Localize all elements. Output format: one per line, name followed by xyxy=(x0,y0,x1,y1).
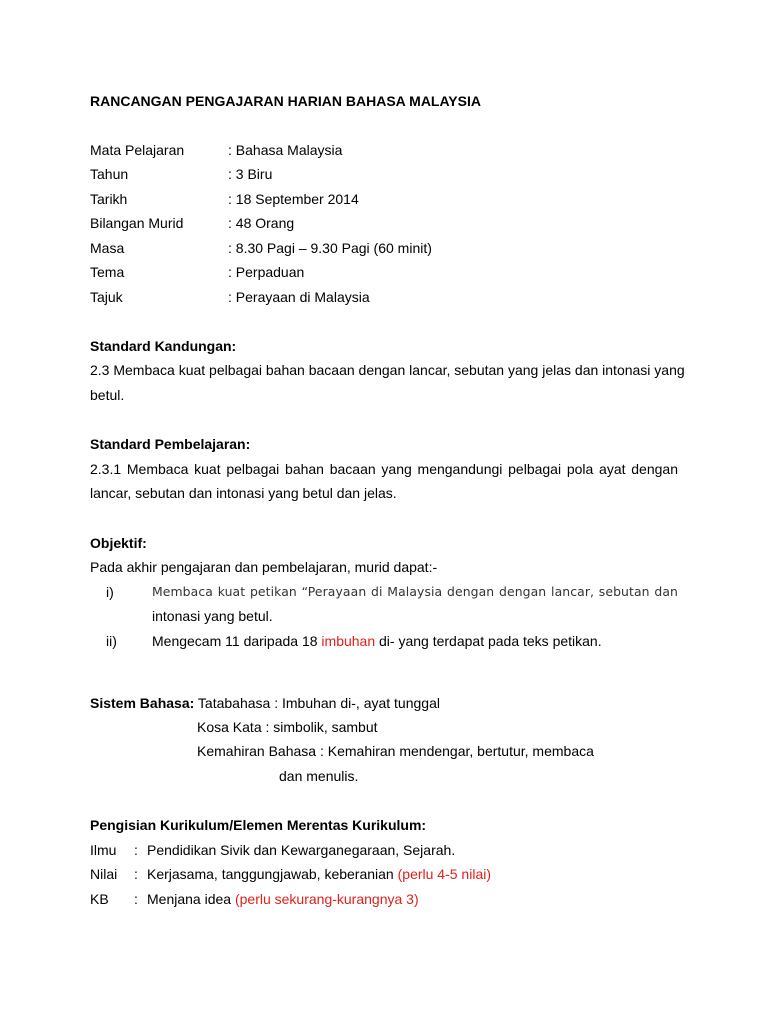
standard-pembelajaran-text-cont: lancar, sebutan dan intonasi yang betul dan jelas. xyxy=(90,485,397,501)
standard-pembelajaran-heading: Standard Pembelajaran: xyxy=(90,436,251,452)
pengisian-colon: : xyxy=(134,842,138,858)
standard-kandungan-text: 2.3 Membaca kuat pelbagai bahan bacaan dengan lancar, sebutan yang jelas dan intonasi yang xyxy=(90,362,685,378)
info-value-tahun: : 3 Biru xyxy=(228,166,273,182)
highlight-imbuhan: imbuhan xyxy=(321,633,376,649)
info-label-mata-pelajaran: Mata Pelajaran xyxy=(90,142,185,158)
info-label-bilangan-murid: Bilangan Murid xyxy=(90,215,184,231)
info-value-mata-pelajaran: : Bahasa Malaysia xyxy=(228,142,343,158)
info-value-tema: : Perpaduan xyxy=(228,264,305,280)
objektif-item-text: Mengecam 11 daripada 18 imbuhan di- yang terdapat pada teks petikan. xyxy=(152,633,602,649)
pengisian-colon: : xyxy=(134,891,138,907)
info-label-tarikh: Tarikh xyxy=(90,191,128,207)
kosa-kata-text: Kosa Kata : simbolik, sambut xyxy=(197,719,378,735)
kemahiran-bahasa-text-cont: dan menulis. xyxy=(279,768,359,784)
info-value-masa: : 8.30 Pagi – 9.30 Pagi (60 minit) xyxy=(228,240,432,256)
pengisian-colon: : xyxy=(134,866,138,882)
note-perlu-nilai: (perlu 4-5 nilai) xyxy=(397,866,491,882)
pengisian-label-ilmu: Ilmu xyxy=(90,842,117,858)
standard-pembelajaran-text: 2.3.1 Membaca kuat pelbagai bahan bacaan yang mengandungi pelbagai pola ayat dengan xyxy=(90,461,678,477)
info-value-tarikh: : 18 September 2014 xyxy=(228,191,359,207)
kemahiran-bahasa-text: Kemahiran Bahasa : Kemahiran mendengar, bertutur, membaca xyxy=(197,743,594,759)
pengisian-kurikulum-heading: Pengisian Kurikulum/Elemen Merentas Kurikulum: xyxy=(90,817,427,833)
objektif-intro: Pada akhir pengajaran dan pembelajaran, murid dapat:- xyxy=(90,559,438,575)
objektif-item-number: i) xyxy=(106,584,114,600)
document-title: RANCANGAN PENGAJARAN HARIAN BAHASA MALAYSIA xyxy=(90,93,481,109)
tatabahasa-text: Tatabahasa : Imbuhan di-, ayat tunggal xyxy=(194,695,440,711)
pengisian-label-kb: KB xyxy=(90,891,109,907)
pengisian-text-kb: Menjana idea (perlu sekurang-kurangnya 3) xyxy=(147,891,419,907)
pengisian-label-nilai: Nilai xyxy=(90,866,118,882)
info-label-tema: Tema xyxy=(90,264,125,280)
info-value-tajuk: : Perayaan di Malaysia xyxy=(228,289,370,305)
info-label-masa: Masa xyxy=(90,240,125,256)
objektif-item-text-cont: intonasi yang betul. xyxy=(152,608,273,624)
standard-kandungan-heading: Standard Kandungan: xyxy=(90,338,237,354)
pengisian-text-ilmu: Pendidikan Sivik dan Kewarganegaraan, Sejarah. xyxy=(147,842,456,858)
objektif-heading: Objektif: xyxy=(90,535,147,551)
standard-kandungan-text-cont: betul. xyxy=(90,387,125,403)
sistem-bahasa-heading: Sistem Bahasa: xyxy=(90,695,195,711)
pengisian-text-nilai: Kerjasama, tanggungjawab, keberanian (perlu 4-5 nilai) xyxy=(147,866,491,882)
note-perlu-kb: (perlu sekurang-kurangnya 3) xyxy=(234,891,419,907)
info-label-tahun: Tahun xyxy=(90,166,129,182)
info-value-bilangan-murid: : 48 Orang xyxy=(228,215,295,231)
info-label-tajuk: Tajuk xyxy=(90,289,123,305)
objektif-item-number: ii) xyxy=(106,633,117,649)
sistem-bahasa-line xyxy=(90,695,440,711)
objektif-item-text: Membaca kuat petikan “Perayaan di Malaysia dengan dengan lancar, sebutan dan xyxy=(152,584,678,599)
